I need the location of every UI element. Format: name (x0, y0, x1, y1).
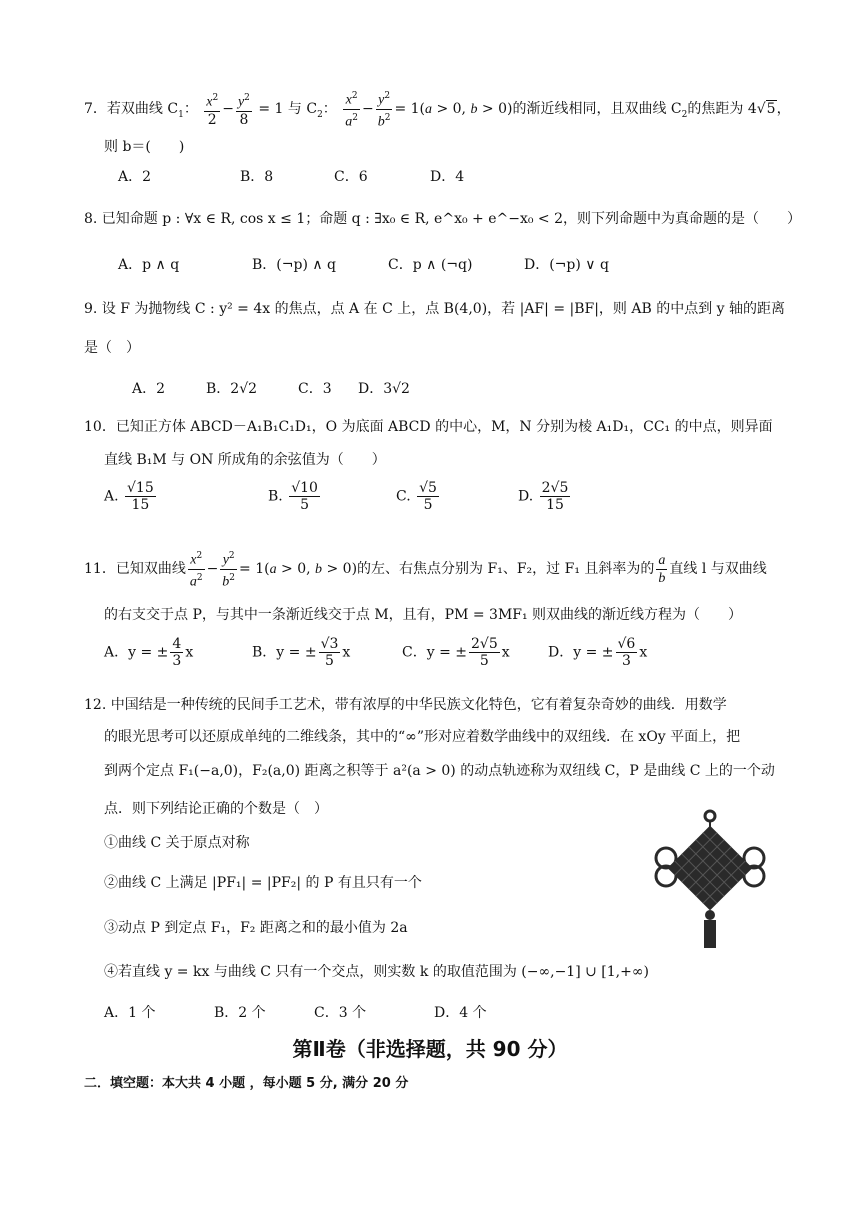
q7-frac-x2-2: $\frac{x^2}{2}$ (204, 90, 220, 128)
q7-frac-y2-b2: $\frac{y^2}{b^2}$ (376, 88, 393, 130)
q10-option-b-num: √10 (291, 480, 318, 496)
q11-option-b-label: B．y = ± (252, 644, 317, 661)
q11-frac-a-b: $\frac{a}{b}$ (658, 552, 666, 586)
q7-frac-y2-8: $\frac{y^2}{8}$ (236, 90, 252, 128)
q12-statement-4: ④若直线 y = kx 与曲线 C 只有一个交点，则实数 k 的取值范围为 (−∞,−1] ∪ [1,+∞) (104, 964, 649, 980)
question-9-line-2: 是（ ） (84, 340, 140, 356)
question-10-line-2: 直线 B₁M 与 ON 所成角的余弦值为（ ） (104, 452, 386, 468)
q11-option-d-num: √6 (617, 636, 636, 652)
question-12-line-1: 12. 中国结是一种传统的民间手工艺术，带有浓厚的中华民族文化特色，它有着复杂奇妙的曲线．用数学 (84, 697, 727, 713)
q11-option-a-label: A．y = ± (104, 644, 169, 661)
q11-option-b-den: 5 (325, 653, 334, 669)
question-12-line-3: 到两个定点 F₁(−a,0)，F₂(a,0) 距离之积等于 a²(a > 0) 的动点轨迹称为双纽线 C，P 是曲线 C 上的一个动 (104, 763, 775, 779)
q11-option-b-num: √3 (320, 636, 339, 652)
q7-text-d: 的渐近线相同，且双曲线 C (512, 101, 682, 118)
q11-text-b: 的左、右焦点分别为 F₁、F₂，过 F₁ 且斜率为的 (357, 561, 655, 578)
question-7-line-1: 7．若双曲线 $C_1$： $\frac{x^2}{2}$ − $\frac{y^2}{8}$ = 1 与 $C_2$： $\frac{x^2}{a^2}$ − $\frac{y^2}{b^2}$ = 1(a > 0, b > 0)的渐近线相同，且双曲线 $C_2$的焦距为 4√5， (84, 88, 791, 130)
question-11-line-1: 11．已知双曲线 $\frac{x^2}{a^2}$ − $\frac{y^2}{b^2}$ = 1(a > 0, b > 0)的左、右焦点分别为 F₁、F₂，过 F₁ 且斜率为的 $\frac{a}{b}$ 直线 l 与双曲线 (84, 548, 767, 590)
q12-statement-2: ②曲线 C 上满足 |PF₁| = |PF₂| 的 P 有且只有一个 (104, 875, 422, 891)
q8-option-d[interactable]: D．(¬p) ∨ q (524, 257, 609, 273)
q11-option-a-den: 3 (172, 653, 182, 669)
q12-option-c[interactable]: C．3 个 (314, 1005, 367, 1021)
q10-option-b-label: B. (268, 488, 283, 505)
q10-option-c-num: √5 (419, 480, 437, 496)
q8-option-a[interactable]: A．p ∧ q (118, 257, 180, 273)
q11-option-a[interactable] (104, 636, 193, 669)
chinese-knot-image (648, 808, 772, 948)
q12-statement-3: ③动点 P 到定点 F₁，F₂ 距离之和的最小值为 2a (104, 920, 408, 936)
q11-option-b[interactable] (252, 636, 350, 669)
q11-option-c-tail: x (501, 644, 510, 661)
question-8-stem: 8. 已知命题 p : ∀x ∈ R, cos x ≤ 1；命题 q : ∃x₀ ∈ R, e^x₀ + e^−x₀ < 2，则下列命题中为真命题的是（ ） (84, 211, 802, 227)
q10-option-d-label: D. (518, 488, 534, 505)
q10-option-b-den: 5 (300, 497, 310, 513)
q12-option-b[interactable]: B．2 个 (214, 1005, 266, 1021)
q10-option-a-den: 15 (131, 497, 150, 513)
question-12-line-4: 点．则下列结论正确的个数是（ ） (104, 801, 328, 817)
q11-option-d-label: D．y = ± (548, 644, 614, 661)
q7-option-d[interactable]: D．4 (430, 169, 465, 185)
q10-option-d-den: 15 (546, 497, 564, 513)
q10-option-d-num: 2√5 (541, 480, 569, 496)
question-11-line-2: 的右支交于点 P，与其中一条渐近线交于点 M，且有，PM = 3MF₁ 则双曲线的渐近线方程为（ ） (104, 607, 743, 623)
q7-frac-x2-a2: $\frac{x^2}{a^2}$ (343, 88, 360, 130)
q11-option-d-tail: x (639, 644, 648, 661)
q11-frac-x2-a2: $\frac{x^2}{a^2}$ (188, 548, 205, 590)
q10-option-a[interactable] (104, 480, 158, 513)
q7-text-e: 的焦距为 4 (687, 101, 757, 118)
q11-option-c-label: C．y = ± (402, 644, 467, 661)
q10-option-d[interactable] (518, 480, 572, 513)
q7-text-c: = 1 与 C (258, 101, 318, 118)
q10-option-c-label: C. (396, 488, 411, 505)
q11-frac-y2-b2: $\frac{y^2}{b^2}$ (220, 548, 237, 590)
q10-option-a-label: A. (104, 488, 119, 505)
q8-option-b[interactable]: B．(¬p) ∧ q (252, 257, 337, 273)
q11-option-d[interactable] (548, 636, 647, 669)
q9-option-a[interactable]: A．2 (132, 381, 166, 397)
q11-option-b-tail: x (342, 644, 351, 661)
q11-option-c-den: 5 (479, 653, 489, 669)
q12-option-d[interactable]: D．4 个 (434, 1005, 487, 1021)
q10-option-b[interactable] (268, 480, 322, 513)
q7-text-a: 7．若双曲线 C (84, 101, 179, 118)
q11-text-c: 直线 l 与双曲线 (669, 561, 767, 578)
q9-option-c[interactable]: C．3 (298, 381, 332, 397)
fill-in-section-heading: 二．填空题：本大共 4 小题 ，每小题 5 分, 满分 20 分 (84, 1076, 409, 1091)
q7-text-b: ： (183, 101, 198, 118)
q11-option-c[interactable] (402, 636, 510, 669)
q8-option-c[interactable]: C．p ∧ (¬q) (388, 257, 473, 273)
question-9-line-1: 9. 设 F 为抛物线 C : y² = 4x 的焦点，点 A 在 C 上，点 B(4,0)，若 |AF| = |BF|，则 AB 的中点到 y 轴的距离 (84, 301, 786, 317)
q11-option-c-num: 2√5 (470, 636, 498, 652)
question-10-options (104, 480, 704, 524)
q7-option-a[interactable]: A．2 (118, 169, 152, 185)
q7-option-c[interactable]: C．6 (334, 169, 368, 185)
question-11-options (104, 636, 724, 680)
question-12-line-2: 的眼光思考可以还原成单纯的二维线条，其中的“∞”形对应着数学曲线中的双纽线．在 xOy 平面上，把 (104, 729, 741, 745)
q12-option-a[interactable]: A．1 个 (104, 1005, 156, 1021)
question-10-line-1: 10．已知正方体 ABCD－A₁B₁C₁D₁，O 为底面 ABCD 的中心，M，N 分别为棱 A₁D₁，CC₁ 的中点，则异面 (84, 419, 773, 435)
q10-option-c-den: 5 (423, 497, 433, 513)
q10-option-c[interactable] (396, 480, 441, 513)
q7-option-b[interactable]: B．8 (240, 169, 274, 185)
q10-option-a-num: √15 (127, 480, 154, 496)
section-title: 第Ⅱ卷（非选择题，共 90 分） (292, 1037, 568, 1061)
q9-option-d[interactable]: D．3√2 (358, 381, 410, 397)
q11-option-d-den: 3 (621, 653, 631, 669)
q9-option-b[interactable]: B．2√2 (206, 381, 258, 397)
question-7-line-2: 则 b＝( ) (104, 139, 185, 155)
q11-option-a-tail: x (185, 644, 194, 661)
q12-statement-1: ①曲线 C 关于原点对称 (104, 835, 250, 851)
q11-text-a: 11．已知双曲线 (84, 561, 186, 578)
q11-option-a-num: 4 (172, 636, 182, 652)
